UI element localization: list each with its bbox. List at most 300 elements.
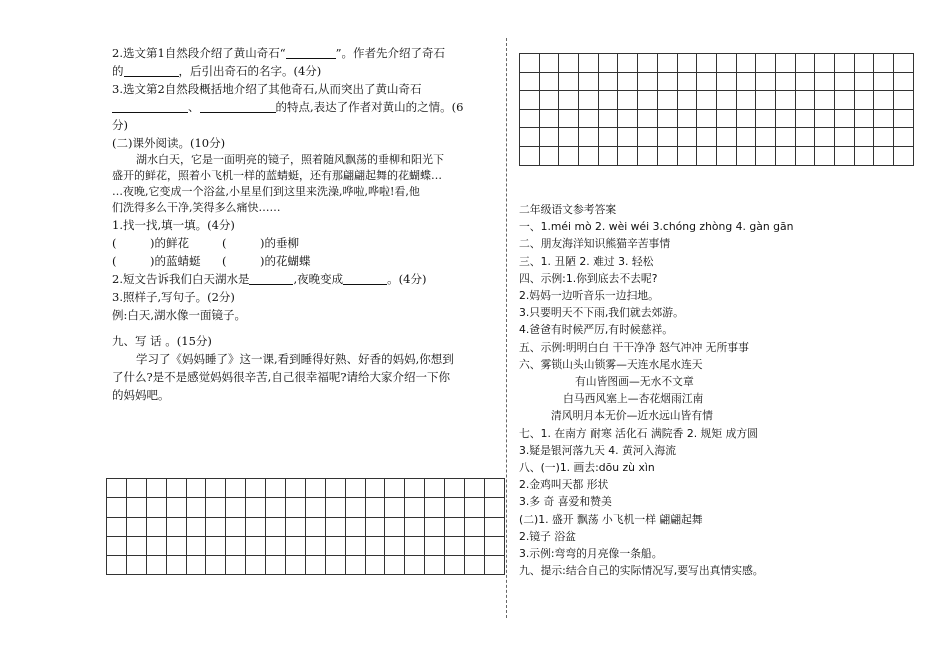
grid-cell[interactable] [775, 54, 795, 73]
answer-key [519, 201, 911, 579]
grid-cell[interactable] [559, 54, 579, 73]
grid-cell[interactable] [657, 72, 677, 91]
grid-cell[interactable] [638, 146, 658, 165]
grid-cell[interactable] [657, 91, 677, 110]
answer-line: 清风明月本无价—近水远山皆有情 [551, 409, 713, 423]
answer-line: 白马西风塞上—杏花烟雨江南 [563, 392, 704, 406]
grid-cell[interactable] [618, 146, 638, 165]
fill-text: )的垂柳 [260, 236, 299, 250]
grid-cell[interactable] [854, 91, 874, 110]
grid-row [520, 54, 914, 73]
answer-line: 3.示例:弯弯的月亮像一条船。 [519, 547, 663, 561]
grid-cell[interactable] [520, 72, 540, 91]
grid-cell[interactable] [186, 517, 206, 536]
grid-cell[interactable] [697, 72, 717, 91]
grid-cell[interactable] [126, 536, 146, 555]
grid-cell[interactable] [286, 556, 306, 575]
grid-cell[interactable] [677, 109, 697, 128]
grid-cell[interactable] [598, 128, 618, 147]
grid-cell[interactable] [266, 556, 286, 575]
grid-cell[interactable] [520, 54, 540, 73]
question-text: 2.选文第1自然段介绍了黄山奇石“ [112, 46, 286, 60]
grid-cell[interactable] [539, 109, 559, 128]
grid-cell[interactable] [465, 479, 485, 498]
grid-cell[interactable] [598, 72, 618, 91]
answer-line: (二)1. 盛开 飘荡 小飞机一样 翩翩起舞 [519, 512, 703, 526]
page-divider [506, 38, 507, 618]
grid-cell[interactable] [618, 72, 638, 91]
grid-cell[interactable] [894, 128, 914, 147]
grid-cell[interactable] [246, 517, 266, 536]
grid-cell[interactable] [465, 498, 485, 517]
answer-blank[interactable] [124, 64, 179, 77]
grid-cell[interactable] [795, 146, 815, 165]
grid-cell[interactable] [716, 109, 736, 128]
grid-cell[interactable] [305, 556, 325, 575]
grid-cell[interactable] [874, 146, 894, 165]
grid-cell[interactable] [445, 556, 465, 575]
grid-cell[interactable] [484, 536, 504, 555]
grid-cell[interactable] [206, 498, 226, 517]
grid-cell[interactable] [815, 54, 835, 73]
grid-row [107, 479, 505, 498]
answer-line: 六、雾锁山头山锁雾—天连水尾水连天 [519, 357, 703, 371]
grid-cell[interactable] [559, 109, 579, 128]
grid-cell[interactable] [365, 517, 385, 536]
grid-cell[interactable] [874, 109, 894, 128]
passage-line: …夜晚,它变成一个浴盆,小星星们到这里来洗澡,哗啦,哗啦!看,他 [112, 185, 420, 198]
answer-title: 二年级语文参考答案 [519, 203, 617, 216]
grid-cell[interactable] [618, 91, 638, 110]
grid-cell[interactable] [795, 109, 815, 128]
answer-line: 八、(一)1. 画去:dōu zù xìn [519, 461, 655, 475]
grid-cell[interactable] [894, 54, 914, 73]
grid-cell[interactable] [345, 536, 365, 555]
grid-cell[interactable] [365, 479, 385, 498]
grid-cell[interactable] [465, 536, 485, 555]
section-heading: 九、写 话 。(15分) [112, 334, 212, 348]
grid-cell[interactable] [206, 556, 226, 575]
answer-line: 九、提示:结合自己的实际情况写,要写出真情实感。 [519, 564, 764, 578]
grid-cell[interactable] [775, 146, 795, 165]
grid-cell[interactable] [246, 479, 266, 498]
answer-line: 三、1. 丑陋 2. 难过 3. 轻松 [519, 254, 654, 268]
grid-row [520, 91, 914, 110]
grid-cell[interactable] [445, 498, 465, 517]
grid-cell[interactable] [618, 54, 638, 73]
grid-cell[interactable] [226, 498, 246, 517]
grid-cell[interactable] [657, 128, 677, 147]
grid-cell[interactable] [638, 128, 658, 147]
grid-cell[interactable] [425, 536, 445, 555]
grid-cell[interactable] [677, 146, 697, 165]
grid-cell[interactable] [657, 146, 677, 165]
fill-text: )的蓝蜻蜓 [150, 254, 201, 268]
grid-cell[interactable] [445, 536, 465, 555]
grid-cell[interactable] [736, 146, 756, 165]
grid-cell[interactable] [638, 54, 658, 73]
grid-cell[interactable] [226, 536, 246, 555]
grid-cell[interactable] [286, 536, 306, 555]
grid-cell[interactable] [815, 91, 835, 110]
grid-cell[interactable] [465, 517, 485, 536]
grid-cell[interactable] [425, 556, 445, 575]
grid-cell[interactable] [716, 146, 736, 165]
grid-cell[interactable] [559, 91, 579, 110]
grid-cell[interactable] [697, 109, 717, 128]
grid-cell[interactable] [559, 72, 579, 91]
fill-text: )的花蝴蝶 [260, 254, 311, 268]
grid-cell[interactable] [579, 91, 599, 110]
grid-cell[interactable] [166, 479, 186, 498]
grid-cell[interactable] [206, 536, 226, 555]
grid-cell[interactable] [756, 109, 776, 128]
grid-cell[interactable] [736, 128, 756, 147]
grid-cell[interactable] [445, 479, 465, 498]
grid-cell[interactable] [425, 517, 445, 536]
grid-cell[interactable] [539, 54, 559, 73]
grid-cell[interactable] [246, 498, 266, 517]
grid-cell[interactable] [894, 91, 914, 110]
grid-row [107, 517, 505, 536]
answer-line: 3.多 奇 喜爱和赞美 [519, 495, 612, 509]
grid-cell[interactable] [697, 54, 717, 73]
answer-line: 七、1. 在南方 耐寒 活化石 满院香 2. 规矩 成方圆 [519, 426, 758, 440]
grid-cell[interactable] [874, 91, 894, 110]
grid-cell[interactable] [206, 479, 226, 498]
question-text: 2.短文告诉我们白天湖水是 [112, 272, 250, 286]
grid-row [520, 109, 914, 128]
grid-cell[interactable] [854, 146, 874, 165]
grid-cell[interactable] [638, 91, 658, 110]
grid-cell[interactable] [598, 109, 618, 128]
question-3: 3.选文第2自然段概括地介绍了其他奇石,从而突出了黄山奇石 [112, 82, 422, 96]
grid-cell[interactable] [716, 72, 736, 91]
grid-cell[interactable] [559, 128, 579, 147]
grid-cell[interactable] [286, 479, 306, 498]
answer-line: 3.疑是银河落九天 4. 黄河入海流 [519, 443, 677, 457]
grid-cell[interactable] [226, 517, 246, 536]
sub-question-1: 1.找一找,填一填。(4分) [112, 218, 235, 232]
fill-row [112, 252, 494, 270]
answer-blank[interactable] [200, 100, 276, 113]
answer-line: 一、1.méi mò 2. wèi wéi 3.chóng zhòng 4. gàn gān [519, 220, 794, 234]
grid-row [520, 72, 914, 91]
grid-cell[interactable] [206, 517, 226, 536]
question-text: 的 [112, 64, 124, 78]
grid-cell[interactable] [579, 109, 599, 128]
grid-cell[interactable] [186, 479, 206, 498]
grid-cell[interactable] [246, 536, 266, 555]
grid-cell[interactable] [325, 479, 345, 498]
grid-cell[interactable] [756, 91, 776, 110]
grid-cell[interactable] [484, 498, 504, 517]
grid-cell[interactable] [325, 556, 345, 575]
grid-cell[interactable] [756, 72, 776, 91]
grid-cell[interactable] [638, 109, 658, 128]
grid-cell[interactable] [835, 128, 855, 147]
grid-cell[interactable] [756, 54, 776, 73]
grid-cell[interactable] [445, 517, 465, 536]
question-3-score: 分) [112, 118, 128, 132]
grid-cell[interactable] [775, 128, 795, 147]
grid-cell[interactable] [598, 91, 618, 110]
grid-cell[interactable] [894, 146, 914, 165]
grid-cell[interactable] [385, 517, 405, 536]
grid-cell[interactable] [266, 517, 286, 536]
grid-cell[interactable] [186, 498, 206, 517]
grid-cell[interactable] [716, 128, 736, 147]
grid-cell[interactable] [736, 72, 756, 91]
example-sentence: 例:白天,湖水像一面镜子。 [112, 308, 247, 322]
grid-cell[interactable] [657, 54, 677, 73]
grid-cell[interactable] [539, 91, 559, 110]
grid-cell[interactable] [405, 498, 425, 517]
grid-cell[interactable] [736, 54, 756, 73]
grid-cell[interactable] [716, 91, 736, 110]
grid-cell[interactable] [756, 146, 776, 165]
grid-cell[interactable] [775, 91, 795, 110]
grid-row [107, 536, 505, 555]
grid-cell[interactable] [677, 72, 697, 91]
question-text: 。(4分) [387, 272, 427, 286]
grid-cell[interactable] [775, 72, 795, 91]
writing-prompt: 学习了《妈妈睡了》这一课,看到睡得好熟、好香的妈妈,你想到 [136, 352, 454, 366]
grid-cell[interactable] [697, 146, 717, 165]
grid-cell[interactable] [425, 479, 445, 498]
grid-cell[interactable] [146, 517, 166, 536]
grid-cell[interactable] [186, 536, 206, 555]
answer-line: 4.爸爸有时候严厉,有时候慈祥。 [519, 323, 674, 337]
grid-cell[interactable] [657, 109, 677, 128]
answer-blank[interactable] [249, 272, 293, 285]
grid-cell[interactable] [736, 109, 756, 128]
grid-cell[interactable] [266, 479, 286, 498]
grid-cell[interactable] [484, 556, 504, 575]
grid-cell[interactable] [775, 109, 795, 128]
grid-cell[interactable] [815, 72, 835, 91]
grid-cell[interactable] [579, 54, 599, 73]
grid-cell[interactable] [835, 54, 855, 73]
grid-cell[interactable] [559, 146, 579, 165]
grid-cell[interactable] [286, 517, 306, 536]
grid-cell[interactable] [325, 536, 345, 555]
grid-cell[interactable] [166, 556, 186, 575]
grid-cell[interactable] [146, 556, 166, 575]
grid-cell[interactable] [385, 536, 405, 555]
grid-cell[interactable] [345, 556, 365, 575]
grid-cell[interactable] [894, 109, 914, 128]
answer-line: 2.金鸡叫天都 形状 [519, 478, 609, 492]
grid-cell[interactable] [579, 72, 599, 91]
question-2 [112, 44, 494, 62]
fill-row [112, 234, 494, 252]
sub-question-2 [112, 270, 494, 288]
grid-cell[interactable] [697, 91, 717, 110]
answer-blank[interactable] [343, 272, 387, 285]
grid-cell[interactable] [677, 54, 697, 73]
grid-cell[interactable] [405, 536, 425, 555]
writing-prompt: 了什么?是不是感觉妈妈很辛苦,自己很幸福呢?请给大家介绍一下你 [112, 370, 450, 384]
grid-cell[interactable] [854, 128, 874, 147]
grid-cell[interactable] [305, 498, 325, 517]
grid-cell[interactable] [166, 498, 186, 517]
grid-cell[interactable] [405, 556, 425, 575]
grid-cell[interactable] [795, 128, 815, 147]
grid-row [520, 146, 914, 165]
grid-cell[interactable] [598, 146, 618, 165]
spacer [112, 324, 494, 332]
grid-cell[interactable] [385, 556, 405, 575]
grid-cell[interactable] [520, 146, 540, 165]
writing-prompt: 的妈妈吧。 [112, 388, 170, 402]
grid-cell[interactable] [815, 146, 835, 165]
grid-cell[interactable] [405, 517, 425, 536]
grid-cell[interactable] [874, 128, 894, 147]
grid-cell[interactable] [325, 498, 345, 517]
grid-cell[interactable] [539, 146, 559, 165]
grid-row [107, 498, 505, 517]
grid-cell[interactable] [305, 536, 325, 555]
grid-cell[interactable] [126, 479, 146, 498]
grid-cell[interactable] [835, 109, 855, 128]
answer-blank[interactable] [112, 100, 188, 113]
grid-cell[interactable] [186, 556, 206, 575]
grid-cell[interactable] [425, 498, 445, 517]
answer-line: 四、示例:1.你到底去不去呢? [519, 271, 658, 285]
answer-line: 五、示例:明明白白 干干净净 怒气冲冲 无所事事 [519, 340, 749, 354]
grid-cell[interactable] [598, 54, 618, 73]
grid-cell[interactable] [266, 536, 286, 555]
grid-cell[interactable] [166, 517, 186, 536]
grid-cell[interactable] [736, 91, 756, 110]
passage-line: 们洗得多么干净,笑得多么痛快…… [112, 201, 281, 214]
question-text: ，后引出奇石的名字。(4分) [178, 64, 322, 78]
grid-cell[interactable] [520, 128, 540, 147]
grid-cell[interactable] [146, 498, 166, 517]
grid-cell[interactable] [854, 72, 874, 91]
section-heading: (二)课外阅读。(10分) [112, 136, 226, 150]
grid-cell[interactable] [795, 91, 815, 110]
question-2-cont [112, 62, 494, 80]
grid-cell[interactable] [345, 517, 365, 536]
grid-cell[interactable] [835, 91, 855, 110]
paren-blank[interactable]: ( [112, 236, 117, 250]
question-3-cont: 、 的特点,表达了作者对黄山的之情。(6 [112, 98, 494, 116]
left-column [112, 44, 494, 404]
grid-cell[interactable] [305, 479, 325, 498]
grid-cell[interactable] [835, 72, 855, 91]
grid-cell[interactable] [305, 517, 325, 536]
answer-line: 3.只要明天不下雨,我们就去郊游。 [519, 306, 684, 320]
grid-cell[interactable] [226, 556, 246, 575]
answer-line: 二、朋友海洋知识熊猫辛苦事情 [519, 237, 671, 251]
grid-cell[interactable] [465, 556, 485, 575]
grid-cell[interactable] [286, 498, 306, 517]
grid-cell[interactable] [520, 109, 540, 128]
grid-cell[interactable] [579, 128, 599, 147]
grid-cell[interactable] [638, 72, 658, 91]
grid-cell[interactable] [835, 146, 855, 165]
writing-grid-right[interactable] [519, 53, 914, 166]
grid-cell[interactable] [894, 72, 914, 91]
paren-blank[interactable]: ( [112, 254, 117, 268]
grid-cell[interactable] [226, 479, 246, 498]
question-text: ”。作者先介绍了奇石 [335, 46, 446, 60]
paren-blank[interactable]: ( [222, 254, 227, 268]
grid-cell[interactable] [107, 498, 127, 517]
writing-grid-left[interactable] [106, 478, 505, 575]
grid-cell[interactable] [579, 146, 599, 165]
grid-cell[interactable] [539, 128, 559, 147]
passage-line: 盛开的鲜花，照着小飞机一样的蓝蜻蜓，还有那翩翩起舞的花蝴蝶… [112, 169, 442, 182]
grid-cell[interactable] [345, 479, 365, 498]
grid-cell[interactable] [345, 498, 365, 517]
grid-cell[interactable] [166, 536, 186, 555]
grid-cell[interactable] [385, 479, 405, 498]
grid-cell[interactable] [405, 479, 425, 498]
grid-cell[interactable] [385, 498, 405, 517]
grid-cell[interactable] [146, 536, 166, 555]
grid-cell[interactable] [677, 91, 697, 110]
grid-cell[interactable] [854, 109, 874, 128]
grid-cell[interactable] [126, 498, 146, 517]
grid-cell[interactable] [126, 517, 146, 536]
grid-cell[interactable] [756, 128, 776, 147]
grid-cell[interactable] [365, 556, 385, 575]
grid-cell[interactable] [677, 128, 697, 147]
grid-cell[interactable] [266, 498, 286, 517]
grid-cell[interactable] [107, 536, 127, 555]
grid-cell[interactable] [246, 556, 266, 575]
question-text: 的特点,表达了作者对黄山的之情。(6 [275, 100, 464, 114]
grid-row [520, 128, 914, 147]
grid-cell[interactable] [520, 91, 540, 110]
grid-cell[interactable] [107, 517, 127, 536]
grid-cell[interactable] [716, 54, 736, 73]
grid-cell[interactable] [815, 128, 835, 147]
answer-line: 2.镜子 浴盆 [519, 529, 576, 543]
answer-blank[interactable] [286, 46, 336, 59]
answer-line: 有山皆图画—无水不文章 [575, 375, 694, 389]
grid-cell[interactable] [815, 109, 835, 128]
grid-cell[interactable] [539, 72, 559, 91]
paren-blank[interactable]: ( [222, 236, 227, 250]
grid-cell[interactable] [107, 556, 127, 575]
sub-question-3: 3.照样子,写句子。(2分) [112, 290, 235, 304]
grid-cell[interactable] [697, 128, 717, 147]
grid-row [107, 556, 505, 575]
grid-cell[interactable] [484, 479, 504, 498]
grid-cell[interactable] [107, 479, 127, 498]
grid-cell[interactable] [854, 54, 874, 73]
grid-cell[interactable] [365, 498, 385, 517]
grid-cell[interactable] [795, 72, 815, 91]
grid-cell[interactable] [618, 109, 638, 128]
grid-cell[interactable] [126, 556, 146, 575]
grid-cell[interactable] [795, 54, 815, 73]
grid-cell[interactable] [874, 54, 894, 73]
grid-cell[interactable] [146, 479, 166, 498]
question-text: ,夜晚变成 [293, 272, 344, 286]
grid-cell[interactable] [874, 72, 894, 91]
answer-line: 2.妈妈一边听音乐一边扫地。 [519, 289, 659, 303]
grid-cell[interactable] [618, 128, 638, 147]
grid-cell[interactable] [365, 536, 385, 555]
grid-cell[interactable] [484, 517, 504, 536]
grid-cell[interactable] [325, 517, 345, 536]
passage-line: 湖水白天，它是一面明亮的镜子，照着随风飘荡的垂柳和阳光下 [136, 153, 444, 166]
